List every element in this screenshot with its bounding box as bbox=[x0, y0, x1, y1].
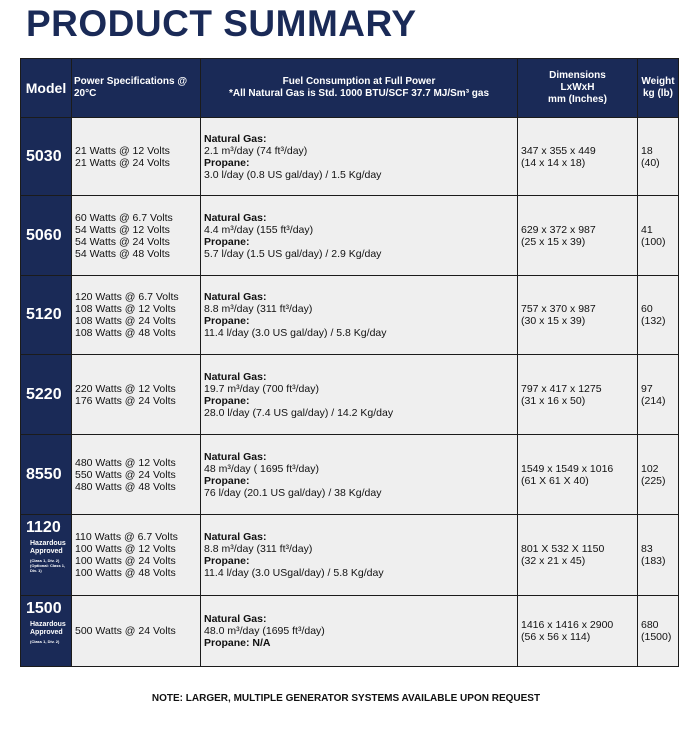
power-cell bbox=[72, 355, 201, 435]
table-header-row bbox=[21, 59, 679, 118]
weight-kg: 97 bbox=[641, 382, 653, 395]
natural-gas-label: Natural Gas: bbox=[204, 531, 267, 543]
power-line: 100 Watts @ 12 Volts bbox=[75, 543, 176, 555]
header-fuel-note: *All Natural Gas is Std. 1000 BTU/SCF 37.7 MJ/Sm³ gas bbox=[228, 88, 490, 99]
natural-gas-label: Natural Gas: bbox=[204, 291, 267, 303]
header-dimensions bbox=[518, 59, 638, 118]
weight-cell bbox=[638, 196, 679, 276]
dimensions-inches: (25 x 15 x 39) bbox=[521, 235, 586, 248]
hazard-class: (Class 1, Div. 2) (Optional: Class 1, Div. 1) bbox=[30, 558, 66, 573]
table-row bbox=[21, 515, 679, 596]
natural-gas-value: 2.1 m³/day (74 ft³/day) bbox=[204, 144, 308, 157]
power-line: 110 Watts @ 6.7 Volts bbox=[75, 531, 178, 543]
header-dims-unit: mm (Inches) bbox=[548, 94, 607, 105]
hazard-label: Hazardous Approved bbox=[30, 621, 66, 636]
power-line: 60 Watts @ 6.7 Volts bbox=[75, 211, 173, 224]
weight-lb: (100) bbox=[641, 235, 666, 248]
header-dims-format: LxWxH bbox=[560, 82, 595, 93]
power-line: 21 Watts @ 24 Volts bbox=[75, 156, 170, 169]
fuel-cell bbox=[201, 515, 518, 596]
propane-value: 3.0 l/day (0.8 US gal/day) / 1.5 Kg/day bbox=[204, 168, 382, 181]
dimensions-inches: (31 x 16 x 50) bbox=[521, 394, 586, 407]
table-row bbox=[21, 196, 679, 276]
model-cell bbox=[21, 515, 72, 596]
dimensions-mm: 1549 x 1549 x 1016 bbox=[521, 462, 614, 475]
natural-gas-value: 4.4 m³/day (155 ft³/day) bbox=[204, 223, 314, 236]
natural-gas-value: 19.7 m³/day (700 ft³/day) bbox=[204, 382, 319, 395]
fuel-cell bbox=[201, 596, 518, 667]
weight-lb: (1500) bbox=[641, 631, 672, 643]
header-fuel bbox=[201, 59, 518, 118]
natural-gas-label: Natural Gas: bbox=[204, 211, 267, 224]
model-cell bbox=[21, 435, 72, 515]
propane-label: Propane: bbox=[204, 474, 250, 487]
power-line: 500 Watts @ 24 Volts bbox=[75, 625, 176, 637]
propane-value: 11.4 l/day (3.0 USgal/day) / 5.8 Kg/day bbox=[204, 567, 384, 579]
natural-gas-label: Natural Gas: bbox=[204, 613, 267, 625]
weight-cell bbox=[638, 118, 679, 196]
dimensions-mm: 757 x 370 x 987 bbox=[521, 303, 596, 315]
dimensions-cell bbox=[518, 196, 638, 276]
weight-cell bbox=[638, 435, 679, 515]
dimensions-cell bbox=[518, 596, 638, 667]
power-line: 100 Watts @ 48 Volts bbox=[75, 567, 176, 579]
model-cell bbox=[21, 196, 72, 276]
propane-label: Propane: bbox=[204, 235, 250, 248]
power-line: 220 Watts @ 12 Volts bbox=[75, 382, 176, 395]
dimensions-mm: 1416 x 1416 x 2900 bbox=[521, 619, 614, 631]
dimensions-mm: 797 x 417 x 1275 bbox=[521, 382, 602, 395]
fuel-cell bbox=[201, 355, 518, 435]
weight-cell bbox=[638, 355, 679, 435]
power-line: 100 Watts @ 24 Volts bbox=[75, 555, 176, 567]
weight-lb: (40) bbox=[641, 156, 660, 169]
header-weight: Weight kg (lb) bbox=[638, 59, 679, 118]
dimensions-inches: (30 x 15 x 39) bbox=[521, 315, 586, 327]
model-cell bbox=[21, 355, 72, 435]
header-dims-title: Dimensions bbox=[549, 70, 606, 81]
table-row bbox=[21, 355, 679, 435]
model-cell bbox=[21, 118, 72, 196]
hazard-class: (Class 1, Div. 2) bbox=[30, 639, 60, 644]
weight-lb: (225) bbox=[641, 474, 666, 487]
fuel-cell bbox=[201, 276, 518, 355]
power-line: 54 Watts @ 12 Volts bbox=[75, 223, 170, 236]
dimensions-cell bbox=[518, 276, 638, 355]
dimensions-cell bbox=[518, 435, 638, 515]
header-model: Model bbox=[21, 59, 72, 118]
model-number: 1120 bbox=[26, 519, 61, 536]
product-summary-table bbox=[20, 58, 679, 667]
weight-kg: 18 bbox=[641, 144, 653, 157]
dimensions-cell bbox=[518, 118, 638, 196]
weight-kg: 102 bbox=[641, 462, 659, 475]
natural-gas-value: 48.0 m³/day (1695 ft³/day) bbox=[204, 625, 325, 637]
weight-kg: 41 bbox=[641, 223, 653, 236]
weight-cell bbox=[638, 596, 679, 667]
power-line: 54 Watts @ 24 Volts bbox=[75, 235, 170, 248]
weight-kg: 60 bbox=[641, 303, 653, 315]
power-line: 550 Watts @ 24 Volts bbox=[75, 468, 176, 481]
propane-value: 28.0 l/day (7.4 US gal/day) / 14.2 Kg/day bbox=[204, 406, 394, 419]
dimensions-inches: (32 x 21 x 45) bbox=[521, 555, 586, 567]
propane-label: Propane: bbox=[204, 394, 250, 407]
natural-gas-label: Natural Gas: bbox=[204, 132, 267, 145]
fuel-cell bbox=[201, 435, 518, 515]
model-cell bbox=[21, 276, 72, 355]
power-line: 21 Watts @ 12 Volts bbox=[75, 144, 170, 157]
power-line: 54 Watts @ 48 Volts bbox=[75, 247, 170, 260]
power-cell bbox=[72, 276, 201, 355]
natural-gas-value: 8.8 m³/day (311 ft³/day) bbox=[204, 303, 313, 315]
power-line: 108 Watts @ 24 Volts bbox=[75, 315, 176, 327]
model-number: 1500 bbox=[26, 600, 62, 617]
fuel-cell bbox=[201, 118, 518, 196]
table-row bbox=[21, 276, 679, 355]
page-title: PRODUCT SUMMARY bbox=[26, 3, 417, 44]
power-line: 176 Watts @ 24 Volts bbox=[75, 394, 176, 407]
natural-gas-value: 48 m³/day ( 1695 ft³/day) bbox=[204, 462, 319, 475]
propane-value: 76 l/day (20.1 US gal/day) / 38 Kg/day bbox=[204, 486, 382, 499]
weight-cell bbox=[638, 515, 679, 596]
dimensions-cell bbox=[518, 355, 638, 435]
model-number: 5060 bbox=[26, 226, 62, 244]
propane-value: 5.7 l/day (1.5 US gal/day) / 2.9 Kg/day bbox=[204, 247, 382, 260]
model-number: 5030 bbox=[26, 147, 62, 165]
power-line: 480 Watts @ 12 Volts bbox=[75, 456, 176, 469]
dimensions-mm: 801 X 532 X 1150 bbox=[521, 543, 605, 555]
header-fuel-title: Fuel Consumption at Full Power bbox=[282, 76, 436, 87]
propane-label: Propane: bbox=[204, 156, 250, 169]
power-line: 480 Watts @ 48 Volts bbox=[75, 480, 176, 493]
dimensions-inches: (14 x 14 x 18) bbox=[521, 156, 586, 169]
dimensions-inches: (56 x 56 x 114) bbox=[521, 631, 591, 643]
header-power: Power Specifications @ 20°C bbox=[72, 59, 201, 118]
hazard-label: Hazardous Approved bbox=[30, 540, 66, 555]
power-cell bbox=[72, 196, 201, 276]
table-row bbox=[21, 118, 679, 196]
power-line: 120 Watts @ 6.7 Volts bbox=[75, 291, 179, 303]
propane-label: Propane: bbox=[204, 315, 250, 327]
power-line: 108 Watts @ 12 Volts bbox=[75, 303, 176, 315]
power-cell bbox=[72, 118, 201, 196]
propane-value: 11.4 l/day (3.0 US gal/day) / 5.8 Kg/day bbox=[204, 327, 387, 339]
table-row bbox=[21, 596, 679, 667]
fuel-cell bbox=[201, 196, 518, 276]
weight-lb: (183) bbox=[641, 555, 666, 567]
model-cell bbox=[21, 596, 72, 667]
weight-cell bbox=[638, 276, 679, 355]
weight-lb: (214) bbox=[641, 394, 666, 407]
dimensions-mm: 629 x 372 x 987 bbox=[521, 223, 596, 236]
natural-gas-value: 8.8 m³/day (311 ft³/day) bbox=[204, 543, 313, 555]
table-row bbox=[21, 435, 679, 515]
dimensions-cell bbox=[518, 515, 638, 596]
weight-kg: 680 bbox=[641, 619, 659, 631]
footer-note: NOTE: LARGER, MULTIPLE GENERATOR SYSTEMS AVAILABLE UPON REQUEST bbox=[151, 693, 541, 704]
power-cell bbox=[72, 435, 201, 515]
weight-lb: (132) bbox=[641, 315, 666, 327]
power-line: 108 Watts @ 48 Volts bbox=[75, 327, 176, 339]
model-number: 5120 bbox=[26, 306, 62, 323]
dimensions-mm: 347 x 355 x 449 bbox=[521, 144, 596, 157]
propane-label: Propane: bbox=[204, 555, 250, 567]
power-cell bbox=[72, 515, 201, 596]
model-number: 5220 bbox=[26, 385, 62, 403]
natural-gas-label: Natural Gas: bbox=[204, 370, 267, 383]
model-number: 8550 bbox=[26, 465, 62, 483]
weight-kg: 83 bbox=[641, 543, 653, 555]
natural-gas-label: Natural Gas: bbox=[204, 450, 267, 463]
dimensions-inches: (61 X 61 X 40) bbox=[521, 474, 589, 487]
propane-label: Propane: N/A bbox=[204, 637, 271, 649]
power-cell bbox=[72, 596, 201, 667]
